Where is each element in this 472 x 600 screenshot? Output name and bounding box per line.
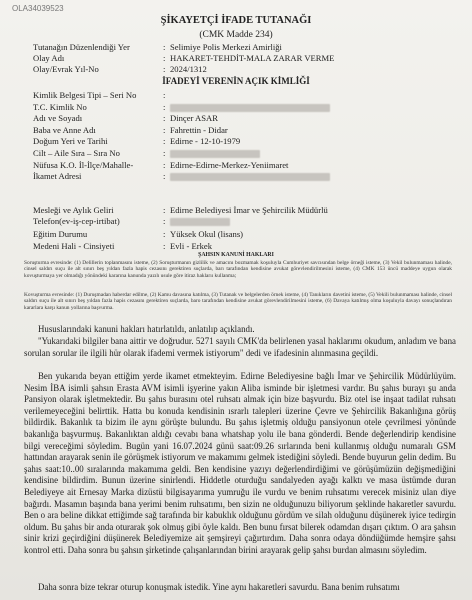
field-label: Cilt – Aile Sıra – Sıra No bbox=[33, 148, 120, 158]
redacted-value bbox=[170, 173, 330, 181]
field-colon: : bbox=[163, 148, 166, 158]
rights-prosecution-text: Kovuşturma evresinde: (1) Duruşmadan haberdar edilme, (2) Kamu davasına katılma, (3) Tutanak ve belgelerden örnek isteme, (4) Tanıkların davetini isteme, (5) Vekili bulunmaması halinde, cinsel saldırı suçu ile alt sınırı beş yıldan fazla hapis cezasını gerektiren suçlarda, baro tarafından kendisine avukat görevlendirilmesini isteme, (6) Davaya katılmış olma koşuluyla davayı sonuçlandıran kararlara karşı kanun yollarına başvurma. bbox=[24, 292, 452, 311]
field-colon: : bbox=[163, 90, 166, 100]
statement-paragraph-1 bbox=[24, 336, 456, 359]
field-colon: : bbox=[163, 124, 166, 135]
field-value: Yüksek Okul (lisans) bbox=[170, 229, 244, 239]
field-label: Medeni Hali - Cinsiyeti bbox=[33, 240, 115, 251]
field-value bbox=[170, 216, 230, 226]
field-colon: : bbox=[163, 216, 166, 227]
field-label: Doğum Yeri ve Tarihi bbox=[33, 136, 108, 147]
field-label: Mesleği ve Aylık Geliri bbox=[33, 204, 114, 215]
field-value: Selimiye Polis Merkezi Amirliği bbox=[170, 42, 282, 52]
field-label: Kimlik Belgesi Tipi – Seri No bbox=[33, 90, 137, 100]
field-colon: : bbox=[163, 204, 166, 215]
statement-paragraph-2-text: Ben yukarıda beyan ettiğim yerde ikamet etmekteyim. Edirne Belediyesine bağlı İmar ve Şehircilik Müdürlüyüm. Nesim İBA isimli şahsın Erasta AVM isimli işyerine yakın Aliba isminde bir işletmesi vardır. Bu şahıs burayı şu anda Pansiyon olarak işletmektedir. Bu şahıs burasını otel ruhsatı almak için bize başvurdu. Biz otel ise inşaat tadilat ruhsatı verilemeyeceğini belirttik. Hatta bu konuda kendisinin ısrarlı talepleri üzerine Çevre ve Şehircilik Bakanlığına görüş bildirdik. Bakanlık ta bizim ile aynı görüşte bulundu. Bu şahıs işletmiş olduğu pansiyonun otele çevrilmesi yönünde bakanlığa başvurmuş. Bakanlıktan aldığı cevabı bana whatshap yolu ile bana gönderdi. Bende değerlendirip kendisine bilgi vereceğimi söyledim. Bugün yani 16.07.2024 günü saat:09.26 sırlarında beni kullanmış olduğu numaralı GSM hattından arayarak senin ile görüşmek istiyorum ve makamımı gelmek istediğini söyledi. Bende buyurun gelin dedim. Bu şahıs saat:10..00 sıralarında makamıma geldi. Ben kendisine yazıyı değerlendirdiğimi ve görüşümüzün değişmediğini kendisine bildirdim. Bunun üzerine sinirlendi. Hiddetle oturduğu sandalyeden ayağı kalktı ve masa üstümde duran Belediyeye ait Ernesay Marka dizüstü bilgisayarıma yumruğu ile vurdu ve benim ruhsatımı verecek misiniz ulan diye bağırdı. Masamın başında bana yerimi benim ruhsatımı, ben sizin ne olduğunuzu biliyorum şeklinde hakaretler savurdu. Ben o ara beline dikkat ettiğimde sağ tarafında bir kabuklık olduğunu gördüm ve silah olduğunu düşünerek iyice tedirgin oldum. Bu şahıs bir anda oturarak şok olmuş gibi öyle kaldı. Ben bunu fırsat bilerek odamdan dışarı çıktım. O ara şahsın sinir krizi geçirdiğini düşünerek Belediyemize ait şemşireyi çağırtırdım. Daha sonra odaya döndüğümde hemşire şahsı kontrol etti. Daha sonra bu şahsın şirketinde çalışanlarından birini arayarak gelip şahsı burdan almasını söyledim. bbox=[24, 371, 456, 555]
identity-heading: İFADEYİ VERENİN AÇIK KİMLİĞİ bbox=[162, 76, 310, 86]
field-colon: : bbox=[163, 101, 166, 112]
redacted-value bbox=[170, 218, 230, 226]
field-value: Edirne Belediyesi İmar ve Şehircilik Müdürlü bbox=[170, 204, 328, 215]
field-colon: : bbox=[163, 240, 166, 251]
field-label: Olay Adı bbox=[33, 53, 65, 63]
field-colon: : bbox=[163, 113, 166, 124]
field-label: Adı ve Soyadı bbox=[33, 113, 83, 124]
rights-note bbox=[24, 324, 456, 336]
field-value bbox=[170, 102, 330, 112]
field-label: Telefon(ev-iş-cep-irtibat) bbox=[33, 216, 120, 227]
field-value: Edirne-Edirne-Merkez-Yeniimaret bbox=[170, 159, 289, 170]
field-colon: : bbox=[163, 159, 166, 170]
field-value: Edirne - 12-10-1979 bbox=[170, 136, 241, 147]
field-colon: : bbox=[163, 136, 166, 147]
field-colon: : bbox=[163, 171, 166, 182]
field-value bbox=[170, 171, 330, 181]
field-label: Tutanağın Düzenlendiği Yer bbox=[33, 42, 130, 52]
field-label: Olay/Evrak Yıl-No bbox=[33, 64, 99, 74]
redacted-value bbox=[170, 104, 330, 112]
statement-paragraph-3-text: Daha sonra bize tekrar oturup konuşmak istedik. Yine aynı hakaretleri savurdu. Bana benim ruhsatımı bbox=[38, 582, 400, 592]
field-label: İkamet Adresi bbox=[33, 171, 82, 182]
field-colon: : bbox=[163, 42, 166, 52]
field-colon: : bbox=[163, 229, 166, 239]
document-number: OLA34039523 bbox=[12, 4, 64, 13]
field-label: Baba ve Anne Adı bbox=[33, 124, 96, 135]
field-value: HAKARET-TEHDİT-MALA ZARAR VERME bbox=[170, 53, 335, 63]
field-colon: : bbox=[163, 64, 166, 74]
statement-paragraph-1-text: "Yukarıdaki bilgiler bana aittir ve doğrudur. 5271 sayılı CMK'da belirlenen yasal haklarımı okudum, anladım ve bana sorulan sorular ile ilgili hür olarak ifademi vermek istiyorum" dedi ve ifadesinin alınmasına geçildi. bbox=[24, 336, 456, 358]
rights-note-text: Hususlarındaki kanuni hakları hatırlatıldı, anlatılıp açıklandı. bbox=[38, 324, 255, 334]
statement-paragraph-2 bbox=[24, 371, 456, 557]
field-value: Dinçer ASAR bbox=[170, 113, 218, 124]
document-subtitle: (CMK Madde 234) bbox=[199, 30, 273, 40]
field-value: Evli - Erkek bbox=[170, 240, 212, 251]
field-value bbox=[170, 148, 260, 158]
field-colon: : bbox=[163, 53, 166, 63]
document-title: ŞİKAYETÇİ İFADE TUTANAĞI bbox=[160, 15, 312, 26]
field-label: Nüfusa K.O. İl-İlçe/Mahalle- bbox=[33, 159, 134, 170]
field-value: 2024/1312 bbox=[170, 64, 207, 74]
field-label: Eğitim Durumu bbox=[33, 229, 88, 239]
rights-heading: ŞAHSIN KANUNİ HAKLARI bbox=[198, 252, 274, 258]
rights-investigation-text: Soruşturma evresinde: (1) Delillerin toplanmasını isteme, (2) Soruşturmanın gizlilik ve amacını bozmamak koşuluyla Cumhuriyet savcısından belge örneği isteme, (3) Vekil bulunmaması halinde, cinsel saldırı suçu ile alt sınırı beş yıldan fazla hapis cezasını gerektiren suçlarda, barı tarafından kendisine avukat görevlendirilmesini isteme, (4) CMK 153 üncü maddeye uygun olarak kovuşturmaya yer olmadığı yönündeki kararına kanunda yazılı usule göre itiraz haklarıı kullanma; bbox=[24, 260, 452, 279]
field-value: Fahrettin - Didar bbox=[170, 124, 228, 135]
field-label: T.C. Kimlik No bbox=[33, 101, 87, 112]
redacted-value bbox=[170, 150, 260, 158]
statement-paragraph-3 bbox=[24, 582, 456, 594]
